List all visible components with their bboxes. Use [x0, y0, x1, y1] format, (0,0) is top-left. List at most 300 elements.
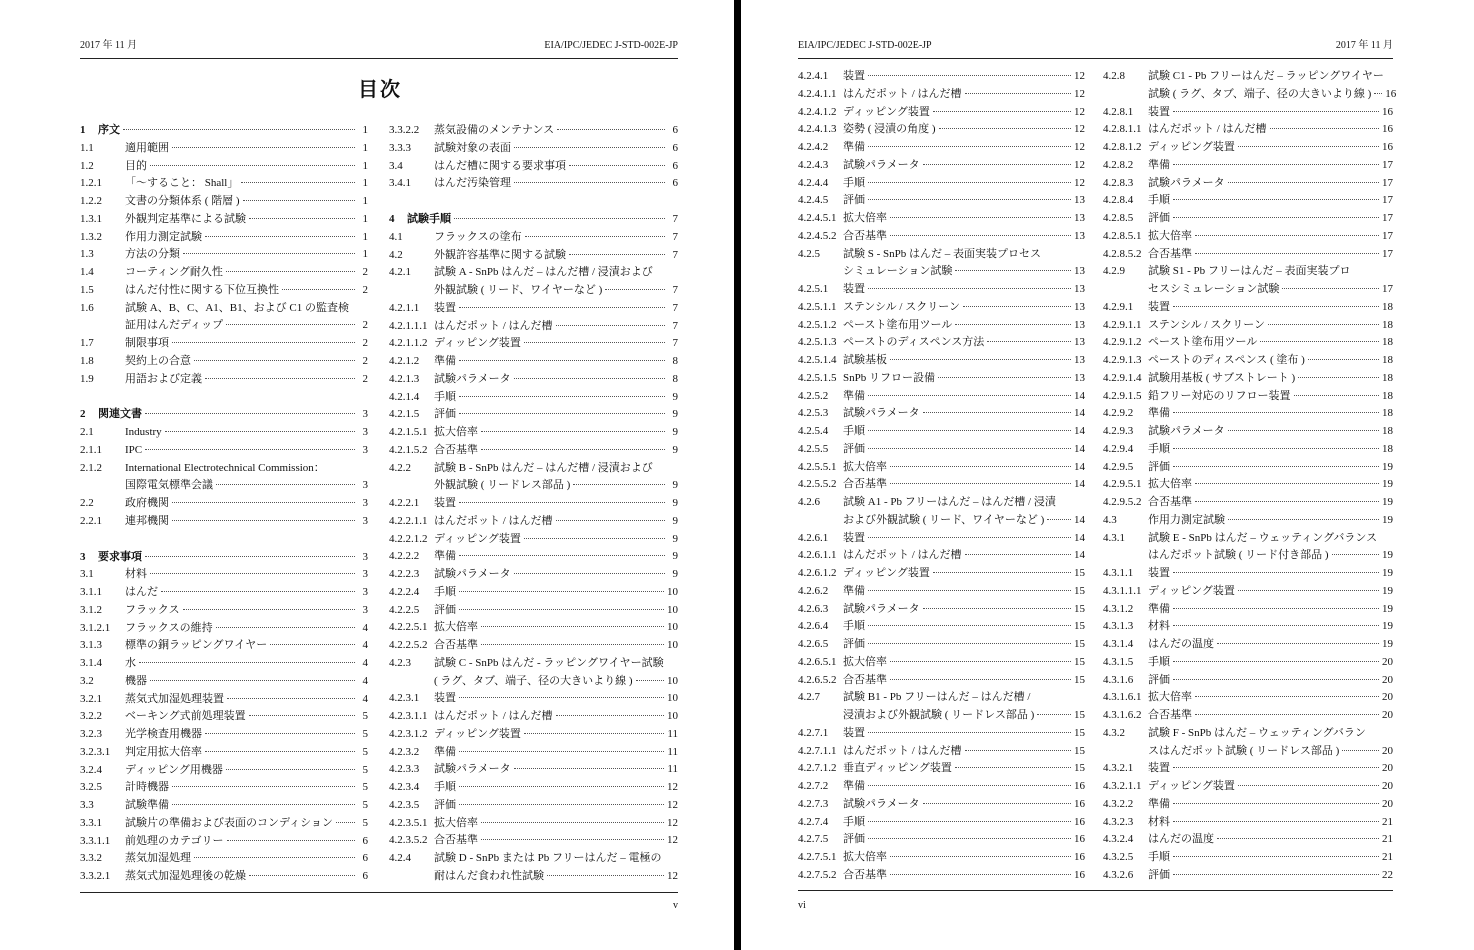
toc-entry[interactable]	[798, 636, 1085, 654]
toc-entry-page: 16	[1074, 780, 1085, 792]
toc-entry[interactable]	[1103, 388, 1393, 406]
toc-entry-title: 外観試験 ( リード、ワイヤーなど )	[434, 284, 603, 296]
toc-entry-title: 準備	[434, 745, 456, 758]
toc-entry[interactable]	[80, 868, 368, 886]
toc-entry-number: 4.2.5.1.3	[798, 336, 837, 349]
toc-entry-number: 4.2.3.1.2	[389, 727, 428, 740]
dot-leader	[965, 554, 1071, 555]
toc-entry-title: 評価	[843, 442, 865, 455]
toc-entry[interactable]	[389, 548, 678, 566]
toc-entry[interactable]	[389, 708, 678, 726]
toc-entry[interactable]	[798, 246, 1085, 264]
toc-entry[interactable]	[80, 335, 368, 353]
toc-entry[interactable]	[798, 121, 1085, 139]
toc-entry-page: 13	[1074, 300, 1085, 313]
toc-entry[interactable]	[1103, 334, 1393, 352]
toc-entry[interactable]	[80, 513, 368, 531]
toc-entry[interactable]	[798, 743, 1085, 761]
toc-entry-page: 19	[1382, 602, 1393, 615]
toc-entry-number: 4.2.8.1	[1103, 105, 1134, 118]
toc-entry[interactable]	[389, 175, 678, 193]
dot-leader	[868, 643, 1071, 644]
toc-entry[interactable]	[1103, 121, 1393, 139]
toc-entry[interactable]	[80, 424, 368, 442]
toc-entry[interactable]	[798, 867, 1085, 885]
toc-entry[interactable]	[1103, 441, 1393, 459]
toc-column-2	[389, 122, 678, 886]
right-page	[741, 0, 1474, 950]
toc-entry[interactable]	[1103, 494, 1393, 512]
toc-entry[interactable]	[80, 282, 368, 300]
dot-leader	[923, 412, 1071, 413]
toc-entry-title: 試験 S1 - Pb フリーはんだ – 表面実装プロ	[1148, 265, 1351, 278]
toc-entry-title: フラックスの維持	[125, 621, 213, 634]
toc-entry-page: 10	[667, 692, 678, 705]
toc-entry[interactable]	[80, 762, 368, 780]
toc-entry[interactable]	[798, 334, 1085, 352]
toc-entry-page: 2	[362, 283, 368, 296]
toc-entry[interactable]	[798, 86, 1085, 104]
toc-entry[interactable]	[389, 158, 678, 176]
toc-entry-number: 4.2.2.5.1	[389, 621, 428, 634]
toc-entry[interactable]	[80, 797, 368, 815]
toc-entry[interactable]	[80, 246, 368, 264]
dot-leader	[1173, 217, 1379, 218]
toc-entry[interactable]	[798, 459, 1085, 477]
toc-entry-title: 計時機器	[125, 781, 169, 794]
toc-entry[interactable]	[798, 778, 1085, 796]
toc-entry[interactable]	[389, 655, 678, 673]
toc-entry[interactable]	[80, 175, 368, 193]
dot-leader	[890, 235, 1071, 236]
toc-entry-title: ディッピング装置	[843, 567, 930, 579]
toc-entry[interactable]	[80, 300, 368, 318]
toc-entry-title: はんだ汚染管理	[434, 177, 511, 190]
toc-entry[interactable]	[1103, 565, 1393, 583]
dot-leader	[1173, 856, 1379, 857]
toc-entry-number: 2.2.1	[80, 514, 102, 527]
toc-entry[interactable]	[80, 353, 368, 371]
toc-entry-page: 17	[1382, 212, 1393, 224]
toc-entry-number: 1.1	[80, 141, 94, 154]
toc-entry[interactable]	[80, 691, 368, 709]
toc-entry-continuation[interactable]	[798, 512, 1085, 530]
toc-entry-page: 6	[672, 177, 678, 190]
toc-entry[interactable]	[798, 689, 1085, 707]
toc-entry-continuation[interactable]	[1103, 281, 1393, 299]
toc-entry[interactable]	[80, 815, 368, 833]
toc-entry[interactable]	[1103, 689, 1393, 707]
toc-entry[interactable]	[798, 423, 1085, 441]
toc-entry-page: 2	[362, 337, 368, 349]
toc-entry[interactable]	[389, 690, 678, 708]
toc-entry[interactable]	[1103, 175, 1393, 193]
toc-entry-title: 作用力測定試験	[1148, 513, 1225, 526]
toc-entry[interactable]	[1103, 228, 1393, 246]
dot-leader	[226, 769, 355, 770]
toc-entry[interactable]	[1103, 317, 1393, 335]
toc-entry-title: はんだポット / はんだ槽	[434, 514, 553, 527]
toc-entry-title: 連邦機関	[125, 514, 169, 527]
toc-entry[interactable]	[1103, 583, 1393, 601]
toc-entry[interactable]	[798, 370, 1085, 388]
dot-leader	[1173, 625, 1379, 626]
toc-entry-title: International Electrotechnical Commission：	[125, 461, 325, 474]
toc-entry[interactable]	[1103, 530, 1393, 548]
toc-entry[interactable]	[389, 460, 678, 478]
toc-entry-continuation[interactable]	[1103, 86, 1397, 104]
toc-entry-continuation[interactable]	[80, 317, 368, 335]
toc-entry-title: 証用はんだディップ	[125, 319, 224, 332]
toc-entry[interactable]	[798, 849, 1085, 867]
toc-entry[interactable]	[1103, 814, 1393, 832]
toc-entry-number: 4.3.2	[1103, 726, 1125, 739]
toc-entry[interactable]	[389, 761, 678, 779]
toc-entry[interactable]	[798, 565, 1085, 583]
toc-entry-continuation[interactable]	[798, 263, 1085, 281]
toc-entry[interactable]	[80, 584, 368, 602]
toc-entry[interactable]	[80, 708, 368, 726]
toc-entry-number: 4.2.7	[798, 691, 820, 704]
toc-entry-title: 準備	[843, 780, 865, 792]
toc-entry[interactable]	[389, 566, 678, 584]
toc-entry[interactable]	[798, 228, 1085, 246]
toc-entry[interactable]	[1103, 459, 1393, 477]
dot-leader	[1228, 430, 1379, 431]
toc-entry[interactable]	[798, 104, 1085, 122]
toc-entry-number: 4.3.2.2	[1103, 797, 1134, 810]
toc-entry[interactable]	[80, 620, 368, 638]
toc-chapter-entry[interactable]	[80, 549, 368, 567]
toc-entry[interactable]	[798, 494, 1085, 512]
toc-entry[interactable]	[80, 442, 368, 460]
toc-entry-page: 14	[1074, 531, 1085, 544]
toc-entry-page: 19	[1382, 567, 1393, 579]
toc-entry[interactable]	[798, 192, 1085, 210]
dot-leader	[569, 165, 665, 166]
toc-entry[interactable]	[798, 476, 1085, 494]
toc-entry-page: 9	[672, 408, 678, 421]
toc-entry-number: 4.2.3	[389, 656, 411, 669]
toc-entry[interactable]	[798, 299, 1085, 317]
toc-entry[interactable]	[80, 726, 368, 744]
toc-entry[interactable]	[389, 318, 678, 336]
toc-entry[interactable]	[80, 158, 368, 176]
toc-entry[interactable]	[1103, 707, 1393, 725]
toc-chapter-entry[interactable]	[389, 211, 678, 229]
toc-entry-continuation[interactable]	[389, 673, 678, 691]
toc-entry-title: 材料	[1148, 815, 1170, 828]
toc-entry-page: 19	[1382, 513, 1393, 526]
toc-entry[interactable]	[80, 744, 368, 762]
toc-entry[interactable]	[80, 637, 368, 655]
toc-entry[interactable]	[389, 602, 678, 620]
toc-entry[interactable]	[389, 371, 678, 389]
toc-entry[interactable]	[1103, 405, 1393, 423]
toc-entry[interactable]	[798, 814, 1085, 832]
toc-entry-number: 1.5	[80, 283, 94, 296]
toc-entry-title: はんだの温度	[1148, 833, 1214, 846]
toc-entry-title: 装置	[1148, 105, 1170, 118]
toc-entry-continuation[interactable]	[1103, 743, 1393, 761]
toc-entry-number: 4.2.5.4	[798, 425, 829, 437]
toc-entry-page: 10	[667, 603, 678, 616]
toc-entry-page: 4	[362, 639, 368, 652]
toc-entry[interactable]	[80, 833, 368, 851]
toc-entry[interactable]	[798, 210, 1085, 228]
toc-entry[interactable]	[389, 229, 678, 247]
dot-leader	[150, 680, 355, 681]
dot-leader	[1268, 324, 1379, 325]
toc-entry-number: 4.2.9.1	[1103, 300, 1134, 313]
dot-leader	[514, 573, 665, 574]
toc-entry-number: 4.3.1.3	[1103, 620, 1134, 633]
dot-leader	[336, 822, 355, 823]
toc-entry-page: 12	[1074, 87, 1085, 100]
toc-entry[interactable]	[798, 139, 1085, 157]
dot-leader	[145, 413, 355, 414]
toc-entry[interactable]	[389, 584, 678, 602]
toc-entry[interactable]	[389, 495, 678, 513]
toc-entry[interactable]	[1103, 104, 1393, 122]
toc-entry[interactable]	[389, 264, 678, 282]
toc-entry[interactable]	[1103, 867, 1393, 885]
toc-entry[interactable]	[1103, 725, 1393, 743]
toc-entry[interactable]	[798, 654, 1085, 672]
dot-leader	[459, 502, 665, 503]
toc-entry[interactable]	[80, 779, 368, 797]
toc-entry-title: はんだポット / はんだ槽	[1148, 123, 1267, 136]
toc-entry[interactable]	[1103, 601, 1393, 619]
toc-entry-title: 準備	[1148, 602, 1170, 615]
toc-entry-page: 3	[362, 497, 368, 509]
toc-entry-title: 政府機関	[125, 497, 169, 509]
toc-entry[interactable]	[389, 531, 678, 549]
toc-entry-title: 装置	[1148, 762, 1170, 775]
toc-entry[interactable]	[1103, 192, 1393, 210]
page-divider	[734, 0, 741, 950]
toc-entry[interactable]	[80, 673, 368, 691]
toc-entry[interactable]	[80, 495, 368, 513]
toc-entry-page: 1	[362, 195, 368, 207]
toc-entry[interactable]	[1103, 849, 1393, 867]
toc-entry-title: 装置	[843, 70, 865, 82]
toc-entry-page: 7	[672, 230, 678, 243]
toc-entry[interactable]	[798, 157, 1085, 175]
toc-entry[interactable]	[80, 566, 368, 584]
toc-entry[interactable]	[389, 122, 678, 140]
toc-entry[interactable]	[80, 140, 368, 158]
toc-chapter-entry[interactable]	[80, 406, 368, 424]
toc-entry[interactable]	[1103, 796, 1393, 814]
dot-leader	[923, 164, 1071, 165]
toc-entry-continuation[interactable]	[389, 868, 678, 886]
toc-entry[interactable]	[798, 547, 1085, 565]
toc-entry-page: 9	[672, 390, 678, 403]
dot-leader	[1173, 661, 1379, 662]
toc-entry-page: 7	[672, 284, 678, 296]
toc-entry[interactable]	[798, 281, 1085, 299]
toc-entry-title: IPC	[125, 443, 143, 456]
dot-leader	[227, 840, 355, 841]
toc-entry[interactable]	[798, 583, 1085, 601]
toc-entry[interactable]	[798, 672, 1085, 690]
dot-leader	[454, 218, 665, 219]
toc-entry-number: 3.2	[80, 674, 94, 687]
toc-entry[interactable]	[1103, 618, 1393, 636]
toc-entry[interactable]	[1103, 157, 1393, 175]
toc-entry-page: 3	[362, 479, 368, 492]
toc-entry-page: 3	[362, 443, 368, 456]
toc-entry[interactable]	[1103, 299, 1393, 317]
toc-entry[interactable]	[798, 317, 1085, 335]
toc-entry-title: 制限事項	[125, 337, 169, 349]
toc-entry-title: ディッピング装置	[434, 727, 521, 740]
toc-entry-title: 装置	[1148, 300, 1170, 313]
dot-leader	[1195, 501, 1379, 502]
dot-leader	[145, 556, 355, 557]
toc-entry[interactable]	[1103, 512, 1393, 530]
toc-entry-page: 9	[672, 532, 678, 545]
toc-entry[interactable]	[389, 619, 678, 637]
toc-entry[interactable]	[389, 815, 678, 833]
dot-leader	[1173, 679, 1379, 680]
toc-entry[interactable]	[1103, 263, 1393, 281]
dot-leader	[868, 838, 1071, 839]
toc-entry[interactable]	[1103, 352, 1393, 370]
dot-leader	[216, 484, 355, 485]
toc-entry[interactable]	[389, 300, 678, 318]
toc-entry[interactable]	[389, 513, 678, 531]
toc-entry[interactable]	[80, 229, 368, 247]
toc-entry-number: 4.2.3.4	[389, 781, 420, 793]
toc-entry-continuation[interactable]	[798, 707, 1085, 725]
toc-entry[interactable]	[798, 388, 1085, 406]
toc-entry[interactable]	[798, 441, 1085, 459]
toc-entry-page: 16	[1382, 123, 1393, 136]
toc-entry[interactable]	[389, 335, 678, 353]
toc-entry[interactable]	[1103, 210, 1393, 228]
toc-entry[interactable]	[1103, 654, 1393, 672]
toc-entry[interactable]	[389, 726, 678, 744]
toc-entry[interactable]	[80, 371, 368, 389]
toc-entry[interactable]	[1103, 423, 1393, 441]
toc-entry[interactable]	[80, 460, 368, 478]
toc-entry-title: フラックスの塗布	[434, 230, 522, 243]
toc-entry[interactable]	[389, 442, 678, 460]
dot-leader	[1195, 235, 1379, 236]
toc-entry[interactable]	[798, 618, 1085, 636]
toc-entry[interactable]	[798, 760, 1085, 778]
dot-leader	[868, 537, 1071, 538]
toc-entry[interactable]	[798, 530, 1085, 548]
toc-entry-continuation[interactable]	[80, 477, 368, 495]
toc-entry-title: 準備	[434, 550, 456, 563]
toc-entry-page: 8	[672, 372, 678, 385]
toc-entry[interactable]	[80, 211, 368, 229]
toc-entry-title: 蒸気式加湿処理装置	[125, 692, 224, 705]
toc-entry-page: 18	[1382, 300, 1393, 313]
toc-entry[interactable]	[798, 601, 1085, 619]
toc-entry[interactable]	[389, 832, 678, 850]
toc-entry[interactable]	[1103, 636, 1393, 654]
toc-entry-title: および外観試験 ( リード、ワイヤーなど )	[843, 513, 1045, 526]
toc-entry[interactable]	[798, 68, 1085, 86]
toc-entry[interactable]	[1103, 760, 1393, 778]
toc-entry[interactable]	[1103, 778, 1393, 796]
toc-entry[interactable]	[798, 352, 1085, 370]
toc-entry[interactable]	[389, 637, 678, 655]
toc-entry-number: 2.1.1	[80, 443, 102, 456]
toc-entry-number: 3.2.3.1	[80, 745, 111, 758]
toc-entry-page: 6	[362, 834, 368, 847]
toc-chapter-entry[interactable]	[80, 122, 368, 140]
toc-entry[interactable]	[798, 725, 1085, 743]
toc-entry[interactable]	[389, 406, 678, 424]
toc-entry[interactable]	[389, 140, 678, 158]
toc-entry-page: 13	[1074, 229, 1085, 242]
toc-entry-page: 10	[667, 639, 678, 651]
footer-rule	[798, 890, 1393, 891]
toc-entry[interactable]	[1103, 139, 1393, 157]
toc-entry-continuation[interactable]	[1103, 547, 1393, 565]
toc-entry[interactable]	[1103, 246, 1393, 264]
dot-leader	[514, 378, 665, 379]
toc-entry-title: 拡大倍率	[843, 460, 887, 473]
toc-entry-number: 4.2.6	[798, 496, 820, 508]
dot-leader	[514, 768, 665, 769]
toc-entry[interactable]	[798, 796, 1085, 814]
toc-entry[interactable]	[798, 175, 1085, 193]
toc-entry-number: 4.2.8.5.2	[1103, 247, 1142, 260]
toc-entry[interactable]	[80, 602, 368, 620]
toc-entry[interactable]	[80, 193, 368, 211]
toc-entry[interactable]	[389, 797, 678, 815]
toc-entry[interactable]	[80, 850, 368, 868]
toc-entry-number: 1.9	[80, 372, 94, 385]
toc-entry-page: 15	[1074, 602, 1085, 615]
toc-entry-page: 14	[1074, 389, 1085, 402]
toc-entry-number: 3.3.1	[80, 816, 102, 829]
toc-entry[interactable]	[389, 744, 678, 762]
toc-entry-number: 4.3	[1103, 513, 1117, 526]
toc-entry[interactable]	[798, 405, 1085, 423]
toc-entry-page: 18	[1382, 336, 1393, 349]
dot-leader	[1228, 182, 1379, 183]
toc-entry[interactable]	[1103, 370, 1393, 388]
toc-entry[interactable]	[1103, 672, 1393, 690]
toc-entry[interactable]	[389, 247, 678, 265]
toc-entry[interactable]	[1103, 68, 1393, 86]
toc-entry[interactable]	[80, 264, 368, 282]
toc-entry[interactable]	[80, 655, 368, 673]
dot-leader	[955, 767, 1071, 768]
toc-entry-title: 蒸気式加湿処理後の乾燥	[125, 870, 246, 882]
toc-entry[interactable]	[1103, 831, 1393, 849]
toc-entry-page: 10	[667, 674, 678, 687]
toc-entry-continuation[interactable]	[389, 282, 678, 300]
toc-entry[interactable]	[1103, 476, 1393, 494]
toc-entry[interactable]	[389, 850, 678, 868]
toc-entry[interactable]	[389, 389, 678, 407]
toc-entry[interactable]	[389, 779, 678, 797]
toc-entry-continuation[interactable]	[389, 477, 678, 495]
dot-leader	[172, 786, 355, 787]
toc-entry[interactable]	[798, 831, 1085, 849]
toc-entry[interactable]	[389, 353, 678, 371]
toc-entry[interactable]	[389, 424, 678, 442]
toc-entry-number: 1.6	[80, 301, 94, 314]
